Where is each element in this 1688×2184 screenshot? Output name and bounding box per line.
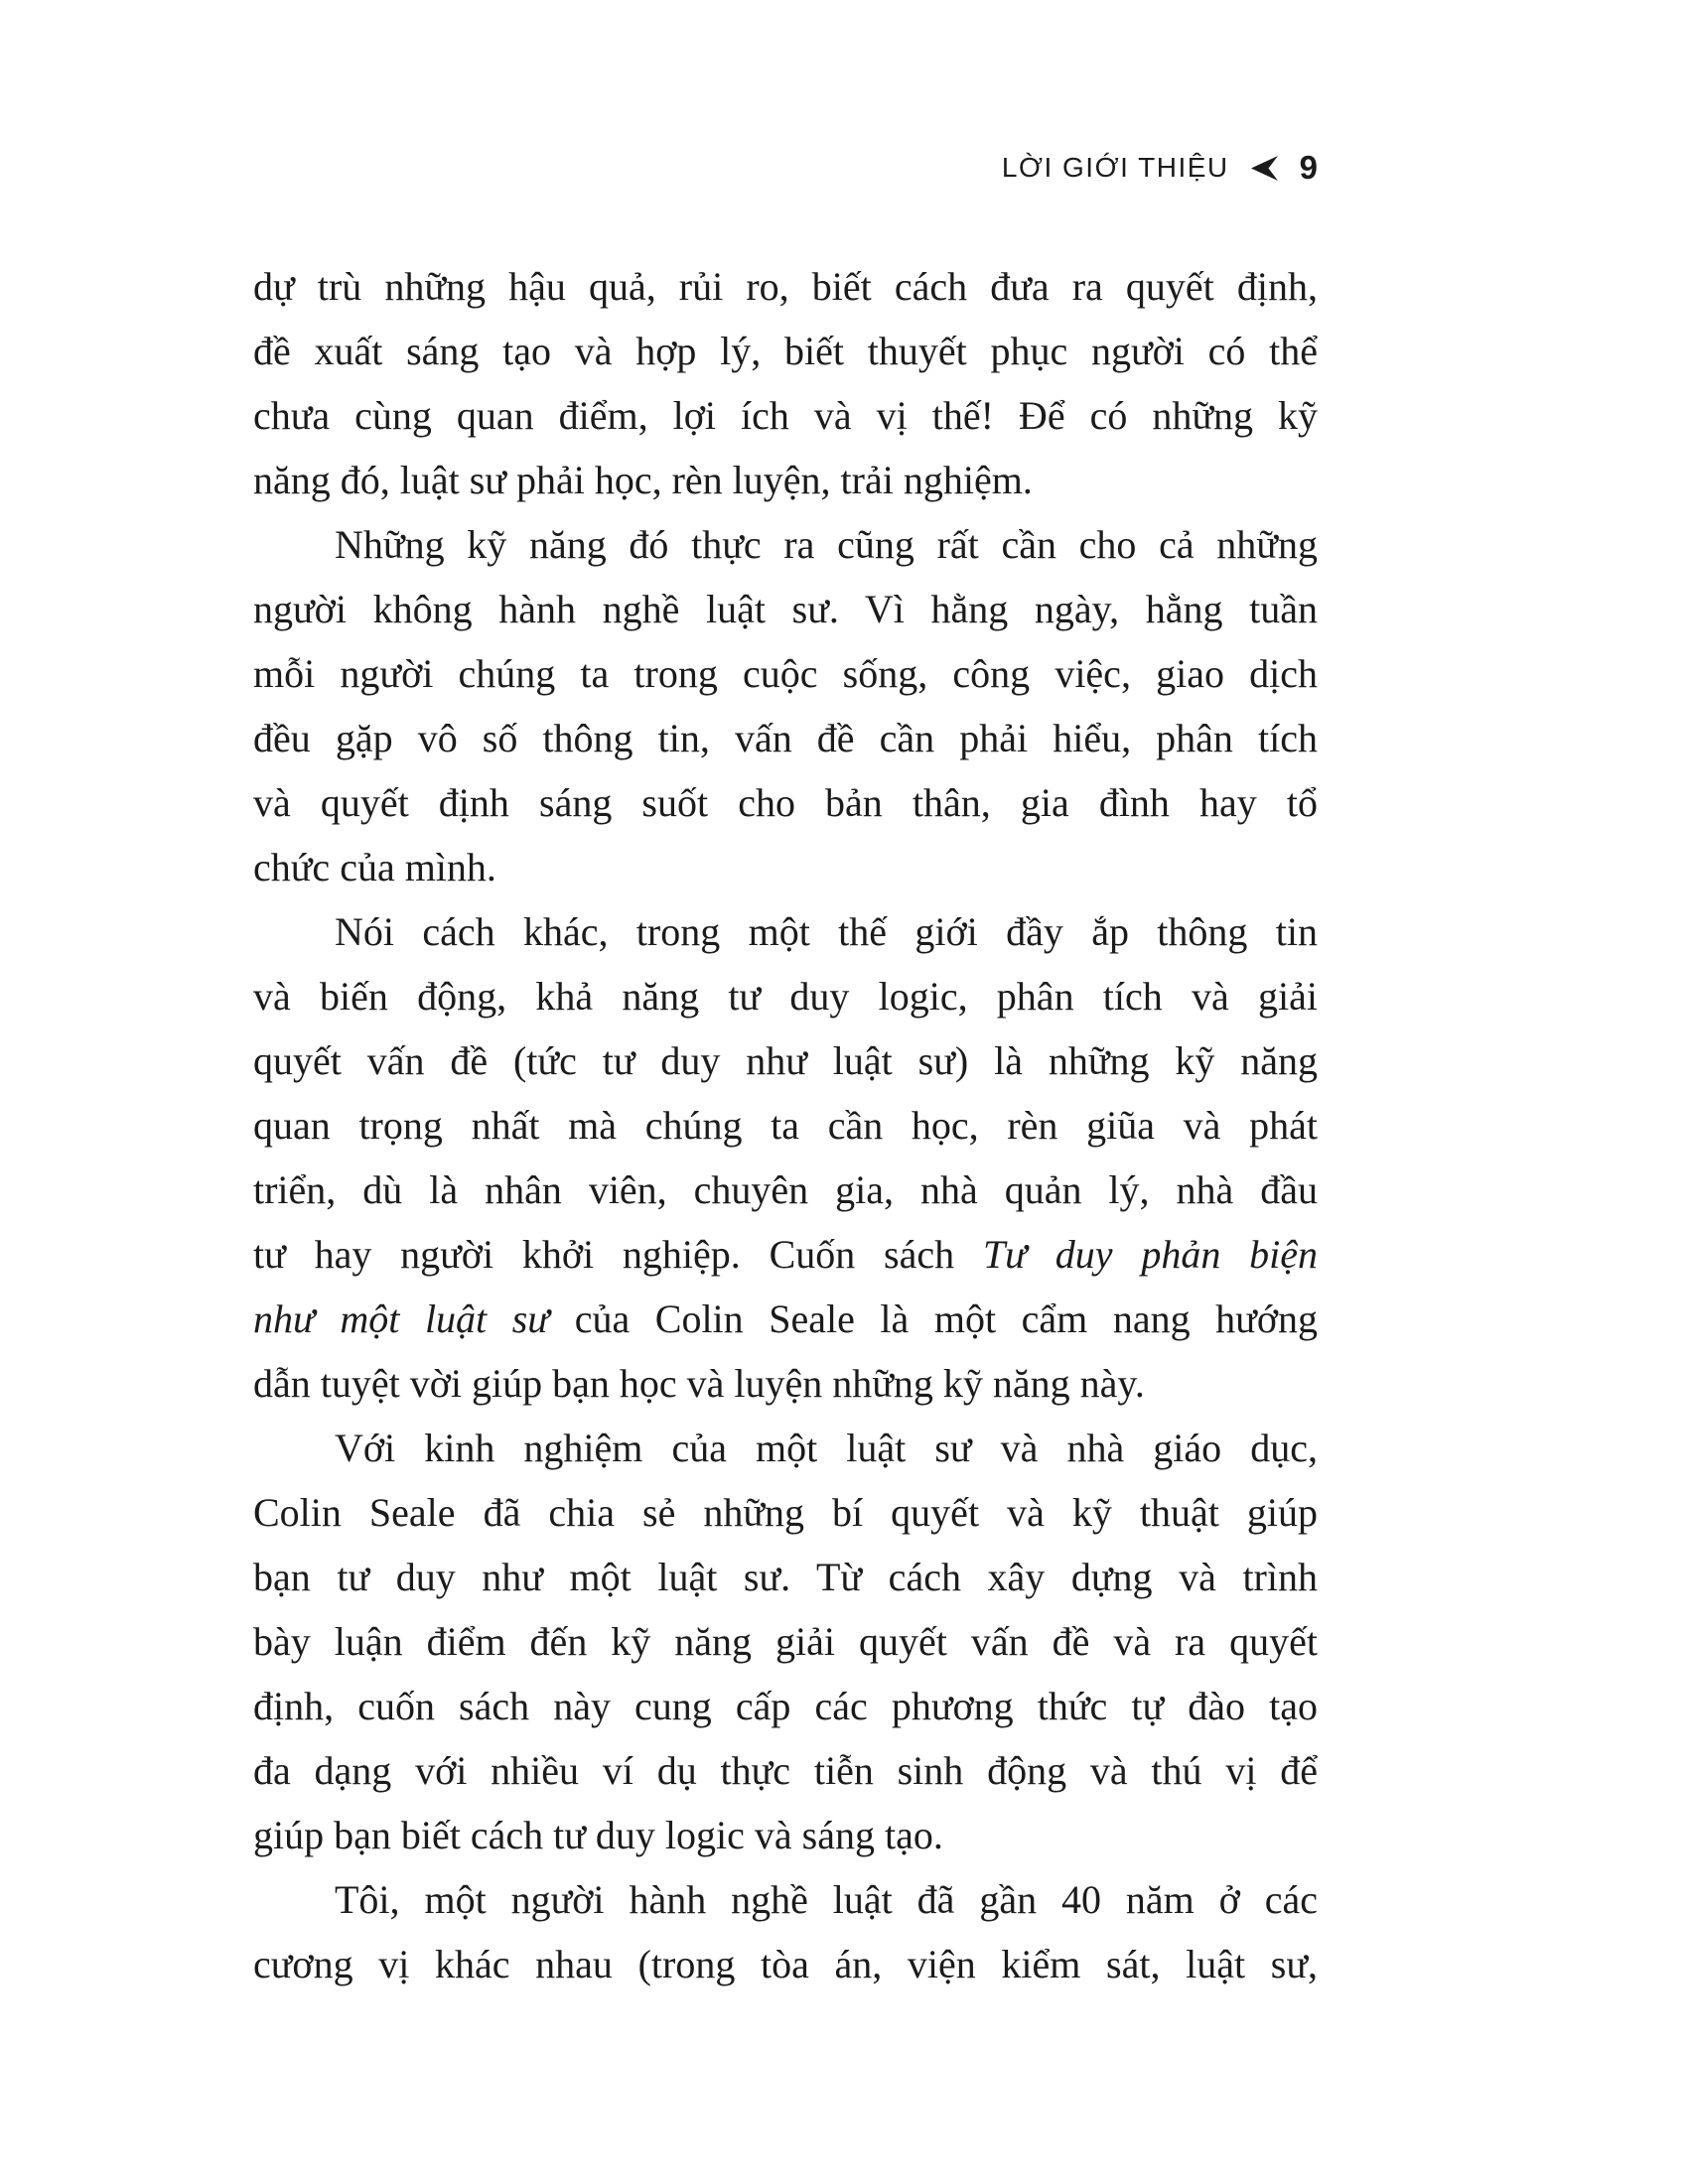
text-segment: đều gặp vô số thông tin, vấn đề cần phải hiểu, phân tích (253, 716, 1318, 760)
book-title-italic: Tư duy phản biện (982, 1232, 1318, 1277)
text-line (253, 1545, 1318, 1609)
text-segment: Với kinh nghiệm của một luật sư và nhà giáo dục, (335, 1426, 1318, 1470)
text-segment: mỗi người chúng ta trong cuộc sống, công việc, giao dịch (253, 651, 1318, 696)
text-line (253, 1803, 1318, 1867)
text-line (253, 1351, 1318, 1416)
text-line (253, 383, 1318, 448)
text-segment: của Colin Seale là một cẩm nang hướng (549, 1297, 1318, 1341)
text-segment: năng đó, luật sư phải học, rèn luyện, trải nghiệm. (253, 458, 1033, 502)
text-line (253, 319, 1318, 383)
text-line (253, 899, 1318, 964)
text-segment: Colin Seale đã chia sẻ những bí quyết và kỹ thuật giúp (253, 1490, 1318, 1535)
text-line (253, 1287, 1318, 1351)
text-segment: dự trù những hậu quả, rủi ro, biết cách đưa ra quyết định, (253, 264, 1318, 309)
text-line (253, 706, 1318, 770)
text-line (253, 770, 1318, 835)
text-segment: Những kỹ năng đó thực ra cũng rất cần cho cả những (335, 522, 1318, 567)
text-line (253, 1158, 1318, 1222)
page-number: 9 (1299, 149, 1318, 186)
text-line (253, 1674, 1318, 1738)
text-line (253, 512, 1318, 577)
text-line (253, 1867, 1318, 1932)
text-line (253, 577, 1318, 641)
text-line (253, 1609, 1318, 1674)
text-segment: dẫn tuyệt vời giúp bạn học và luyện những kỹ năng này. (253, 1361, 1145, 1406)
text-line (253, 964, 1318, 1028)
text-segment: triển, dù là nhân viên, chuyên gia, nhà quản lý, nhà đầu (253, 1167, 1318, 1212)
text-segment: bạn tư duy như một luật sư. Từ cách xây dựng và trình (253, 1555, 1318, 1599)
text-line (253, 1028, 1318, 1093)
text-segment: chưa cùng quan điểm, lợi ích và vị thế! Để có những kỹ (253, 393, 1318, 438)
text-segment: cương vị khác nhau (trong tòa án, viện kiểm sát, luật sư, (253, 1942, 1318, 1986)
text-segment: quan trọng nhất mà chúng ta cần học, rèn giũa và phát (253, 1103, 1318, 1148)
text-segment: định, cuốn sách này cung cấp các phương thức tự đào tạo (253, 1684, 1318, 1728)
page-header (253, 149, 1318, 187)
text-segment: tư hay người khởi nghiệp. Cuốn sách (253, 1232, 983, 1277)
text-line (253, 1416, 1318, 1480)
body-text (253, 254, 1318, 1996)
text-segment: và biến động, khả năng tư duy logic, phân tích và giải (253, 974, 1318, 1019)
left-arrowhead-icon (1251, 155, 1278, 182)
text-line (253, 448, 1318, 512)
book-title-italic: như một luật sư (253, 1297, 550, 1341)
text-line (253, 641, 1318, 706)
text-line (253, 254, 1318, 319)
text-line (253, 1480, 1318, 1545)
section-title: LỜI GIỚI THIỆU (1001, 152, 1229, 183)
text-segment: đa dạng với nhiều ví dụ thực tiễn sinh động và thú vị để (253, 1748, 1318, 1793)
text-line (253, 1222, 1318, 1287)
text-segment: bày luận điểm đến kỹ năng giải quyết vấn đề và ra quyết (253, 1619, 1318, 1664)
text-line (253, 1093, 1318, 1158)
text-line (253, 1738, 1318, 1803)
text-segment: và quyết định sáng suốt cho bản thân, gia đình hay tổ (253, 780, 1318, 825)
text-line (253, 1932, 1318, 1996)
text-segment: Nói cách khác, trong một thế giới đầy ắp thông tin (335, 909, 1318, 954)
text-line (253, 835, 1318, 899)
text-segment: người không hành nghề luật sư. Vì hằng ngày, hằng tuần (253, 587, 1318, 631)
text-segment: Tôi, một người hành nghề luật đã gần 40 năm ở các (335, 1877, 1318, 1922)
text-segment: đề xuất sáng tạo và hợp lý, biết thuyết phục người có thể (253, 329, 1318, 373)
text-segment: quyết vấn đề (tức tư duy như luật sư) là những kỹ năng (253, 1038, 1318, 1083)
text-segment: giúp bạn biết cách tư duy logic và sáng tạo. (253, 1813, 943, 1857)
text-segment: chức của mình. (253, 845, 496, 889)
